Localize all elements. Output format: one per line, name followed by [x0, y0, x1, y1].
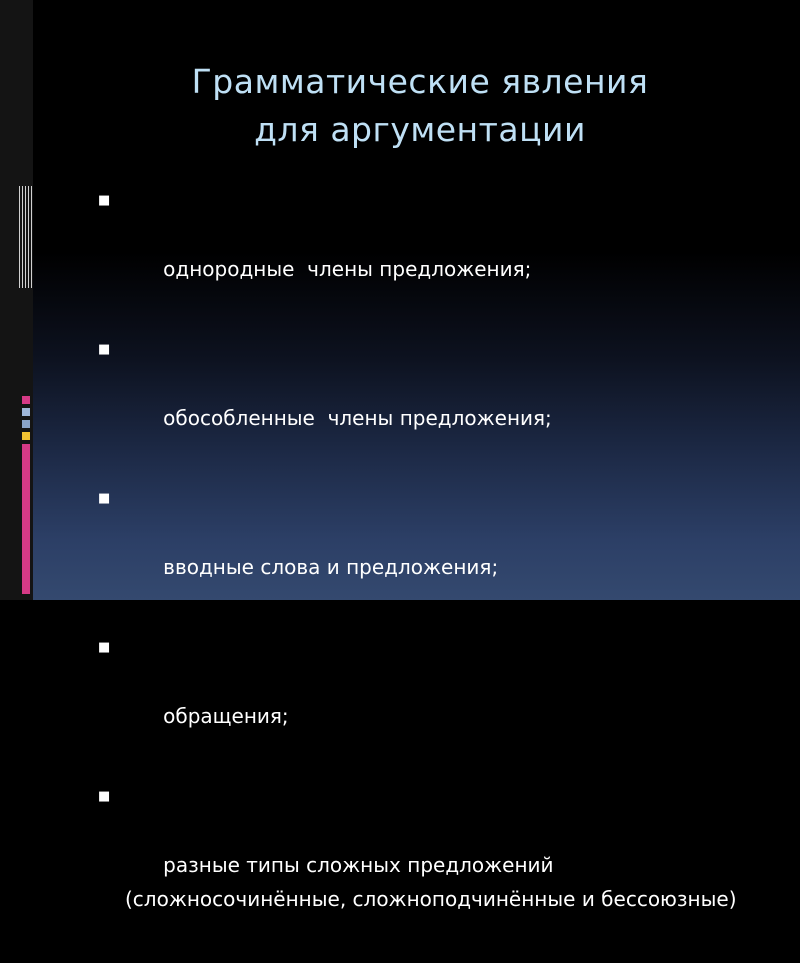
left-decorative-strip: [0, 0, 33, 600]
bullet-text: обращения;: [163, 704, 289, 728]
pink-bar-decoration: [22, 444, 30, 594]
bullet-list: [98, 184, 758, 963]
bullet-square-icon: ■: [98, 193, 111, 208]
pink-square-decoration: [22, 396, 30, 404]
bullet-item-5: [98, 780, 758, 950]
yellow-square-decoration: [22, 432, 30, 440]
bullet-text: вводные слова и предложения;: [163, 555, 499, 579]
bullet-square-icon: ■: [98, 789, 111, 804]
bullet-square-icon: ■: [98, 491, 111, 506]
blue-square-decoration: [22, 420, 30, 428]
bullet-square-icon: ■: [98, 342, 111, 357]
bullet-item-3: [98, 482, 758, 618]
bullet-square-icon: ■: [98, 640, 111, 655]
bullet-text: обособленные члены предложения;: [163, 406, 552, 430]
vertical-lines-decoration: [19, 186, 32, 288]
bullet-item-1: [98, 184, 758, 320]
bullet-item-4: [98, 631, 758, 767]
light-blue-square-decoration: [22, 408, 30, 416]
bullet-text: разные типы сложных предложений (сложносочинённые, сложноподчинённые и бессоюзные): [125, 853, 737, 911]
slide-title: Грамматические явления для аргументации: [191, 62, 649, 149]
bullet-text: однородные члены предложения;: [163, 257, 532, 281]
bullet-item-2: [98, 333, 758, 469]
